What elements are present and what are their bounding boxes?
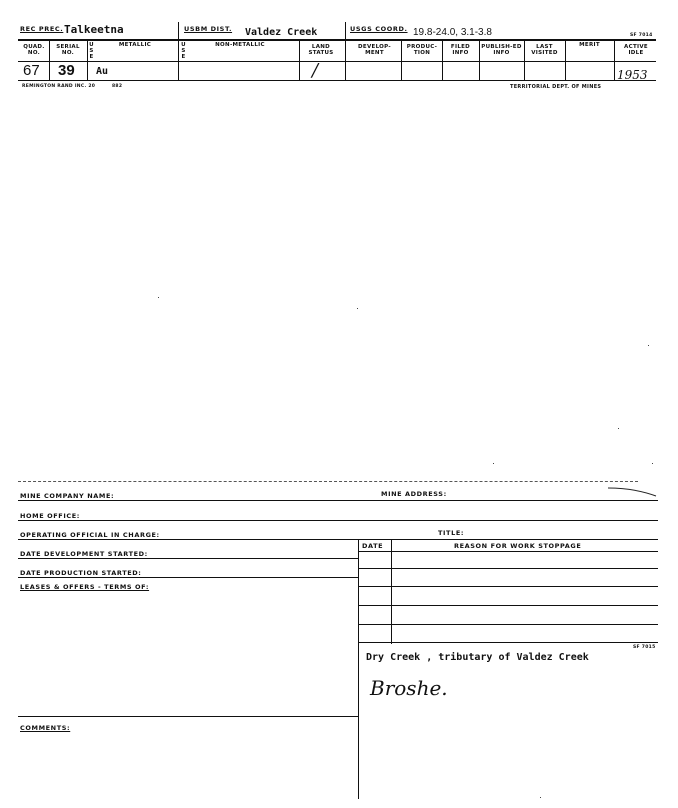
row-serial-no: 39: [58, 62, 75, 79]
note-handwritten: Broshe.: [370, 676, 448, 700]
rec-prec-value: Talkeetna: [64, 23, 124, 36]
col-quad-no: QUAD. NO.: [23, 44, 45, 56]
col-serial-no: SERIAL NO.: [56, 44, 80, 56]
col-metallic: METALLIC: [118, 42, 152, 48]
rec-prec-label: REC PREC.: [20, 25, 64, 33]
department-label: TERRITORIAL DEPT. OF MINES: [510, 84, 602, 90]
operating-official-label: OPERATING OFFICIAL IN CHARGE:: [20, 531, 160, 539]
leases-label: LEASES & OFFERS - TERMS OF:: [20, 583, 150, 591]
form-code-top: SF 7014: [630, 33, 653, 38]
form-code-bottom: SF 7015: [633, 645, 656, 650]
printer-code: 882: [112, 84, 123, 89]
col-use-metallic: U S E: [89, 42, 94, 60]
row-quad-no: 67: [23, 62, 40, 79]
col-non-metallic: NON-METALLIC: [215, 42, 265, 48]
usbm-dist-value: Valdez Creek: [245, 27, 318, 38]
date-production-label: DATE PRODUCTION STARTED:: [20, 569, 142, 577]
comments-label: COMMENTS:: [20, 724, 71, 732]
row-metallic: Au: [96, 66, 109, 77]
usgs-coord-label: USGS COORD.: [350, 25, 408, 33]
note-typed-text: Dry Creek , tributary of Valdez Creek: [366, 652, 589, 663]
mine-address-label: MINE ADDRESS:: [381, 490, 447, 498]
date-development-label: DATE DEVELOPMENT STARTED:: [20, 550, 148, 558]
col-active-idle: ACTIVE IDLE: [624, 44, 648, 56]
col-use-non-metallic: U S E: [181, 42, 186, 60]
usgs-coord-value: 19.8-24.0, 3.1-3.8: [413, 27, 492, 38]
mine-company-name-label: MINE COMPANY NAME:: [20, 492, 115, 500]
col-published-info: PUBLISH-ED INFO: [481, 44, 522, 56]
usbm-dist-label: USBM DIST.: [184, 25, 233, 33]
col-production: PRODUC-TION: [406, 44, 438, 56]
stoppage-reason-header: REASON FOR WORK STOPPAGE: [454, 542, 582, 550]
stoppage-date-header: DATE: [362, 542, 384, 550]
home-office-label: HOME OFFICE:: [20, 512, 80, 520]
row-land-status: /: [312, 60, 319, 81]
col-last-visited: LAST VISITED: [531, 44, 558, 56]
printer-label: REMINGTON RAND INC. 20: [22, 84, 96, 89]
row-active-idle: 1953: [617, 68, 648, 82]
title-label: TITLE:: [438, 529, 465, 537]
col-filed-info: FILED INFO: [450, 44, 471, 56]
col-merit: MERIT: [579, 42, 600, 48]
col-development: DEVELOP-MENT: [358, 44, 391, 56]
curl-mark: [606, 484, 658, 498]
col-land-status: LAND STATUS: [308, 44, 334, 56]
